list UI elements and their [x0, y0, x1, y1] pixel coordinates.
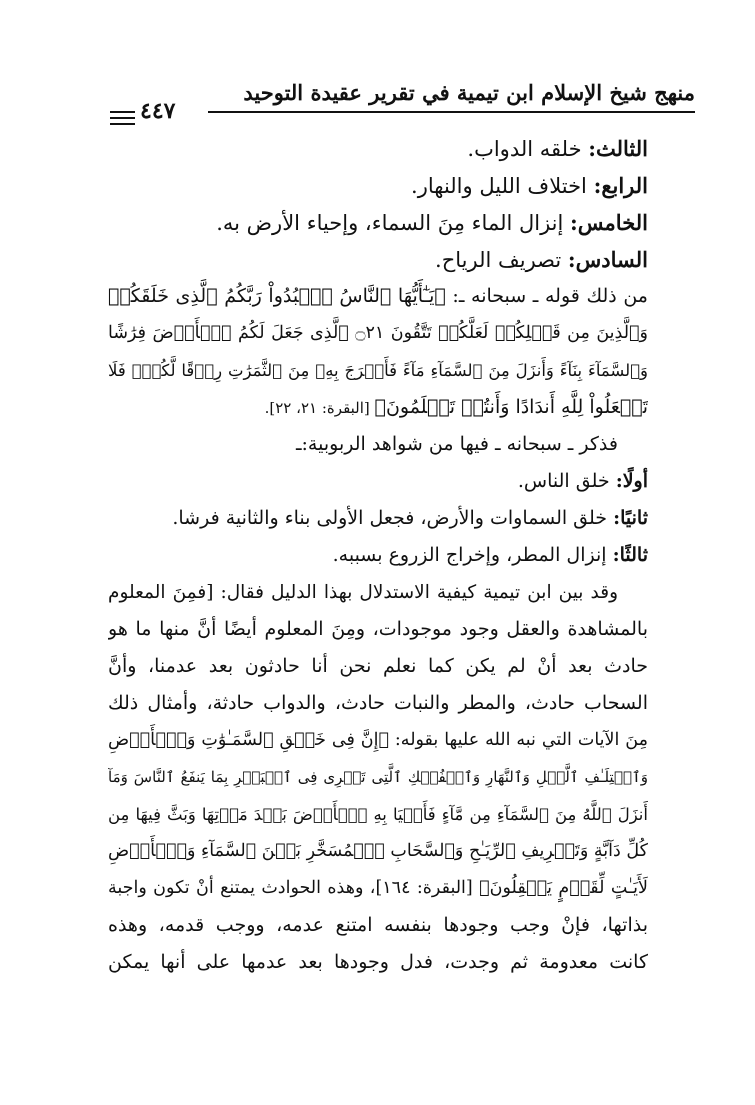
item-text: خلقه الدواب. — [467, 137, 589, 161]
paragraph-line: حادث بعد أنْ لم يكن كما نعلم نحن أنا حادثون بعد عدمنا، وأنَّ — [108, 655, 648, 677]
verse-line: من ذلك قوله ـ سبحانه ـ: ﴿يَـٰٓأَيُّهَا ٱلنَّاسُ ٱعۡبُدُواْ رَبَّكُمُ ٱلَّذِى خَلَقَكُمۡ — [108, 285, 648, 307]
verse-reference: [البقرة: ٢١، ٢٢]. — [264, 399, 375, 417]
list-item — [108, 500, 648, 537]
item-text: تصريف الرياح. — [435, 248, 568, 272]
paragraph-line: فذكر ـ سبحانه ـ فيها من شواهد الربوبية:ـ — [295, 433, 618, 455]
list-item — [108, 130, 648, 167]
list-item — [108, 537, 648, 574]
item-label: ثالثًا: — [612, 544, 648, 566]
list-item — [108, 241, 648, 278]
list-item — [108, 204, 648, 241]
page-number: ٤٤٧ — [140, 98, 176, 124]
page-body — [108, 130, 648, 981]
item-label: أولًا: — [615, 470, 648, 492]
item-label: الخامس: — [570, 210, 648, 235]
paragraph-line: مِنَ الآيات التي نبه الله عليها بقوله: ﴿إِنَّ فِى خَلۡقِ ٱلسَّمَـٰوَٰتِ وَٱلۡأَرۡضِ — [108, 730, 648, 750]
running-title: منهج شيخ الإسلام ابن تيمية في تقرير عقيدة التوحيد — [243, 80, 695, 105]
item-text: إنزال الماء مِنَ السماء، وإحياء الأرض به. — [216, 211, 571, 235]
paragraph-line: أَنزَلَ ٱللَّهُ مِنَ ٱلسَّمَآءِ مِن مَّآءٍ فَأَحۡيَا بِهِ ٱلۡأَرۡضَ بَعۡدَ مَوۡتِهَا وَبَثَّ فِيهَا مِن — [108, 805, 648, 824]
item-text: اختلاف الليل والنهار. — [411, 174, 594, 198]
paragraph-line: بالمشاهدة والعقل وجود موجودات، ومِنَ المعلوم أيضًا أنَّ منها ما هو — [108, 618, 648, 640]
list-item — [108, 167, 648, 204]
item-label: الرابع: — [593, 173, 648, 198]
paragraph-line: وَٱخۡتِلَـٰفِ ٱلَّيۡلِ وَٱلنَّهَارِ وَٱلۡفُلۡكِ ٱلَّتِى تَجۡرِى فِى ٱلۡبَحۡرِ بِمَا يَنفَعُ ٱلنَّاسَ وَمَآ — [108, 768, 648, 786]
page-number-rule — [110, 117, 135, 119]
page-number-rule — [110, 123, 135, 125]
item-text: إنزال المطر، وإخراج الزروع بسببه. — [332, 544, 613, 566]
paragraph-line: كُلِّ دَآبَّةٍ وَتَصۡرِيفِ ٱلرِّيَـٰحِ وَٱلسَّحَابِ ٱلۡمُسَخَّرِ بَيۡنَ ٱلسَّمَآءِ وَٱلۡأَرۡضِ — [108, 841, 648, 861]
page-header — [110, 80, 695, 124]
paragraph-line: السحاب حادث، والمطر والنبات حادث، والدواب حادثة، وأمثال ذلك — [108, 692, 648, 714]
paragraph-line: لَأَيَـٰتٍ لِّقَوۡمٍ يَعۡقِلُونَ﴾ [البقرة: ١٦٤]، وهذه الحوادث يمتنع أنْ تكون واجبة — [108, 878, 648, 898]
list-item — [108, 463, 648, 500]
item-label: الثالث: — [588, 136, 648, 161]
verse-line: وَٱلَّذِينَ مِن قَبۡلِكُمۡ لَعَلَّكُمۡ تَتَّقُونَ ۝٢١ ٱلَّذِى جَعَلَ لَكُمُ ٱلۡأَرۡضَ فِرَٰشًا — [108, 323, 648, 343]
item-label: السادس: — [567, 247, 648, 272]
verse-line — [108, 389, 648, 426]
header-rule — [208, 111, 695, 113]
item-text: خلق السماوات والأرض، فجعل الأولى بناء والثانية فرشا. — [172, 507, 614, 529]
paragraph-line: وقد بين ابن تيمية كيفية الاستدلال بهذا الدليل فقال: [فمِنَ المعلوم — [108, 582, 618, 603]
item-text: خلق الناس. — [517, 470, 616, 492]
paragraph-line: كانت معدومة ثم وجدت، فدل وجودها بعد عدمها على أنها يمكن — [108, 951, 648, 973]
item-label: ثانيًا: — [613, 507, 648, 529]
verse-text: تَجۡعَلُواْ لِلَّهِ أَندَادًا وَأَنتُمۡ تَعۡلَمُونَ﴾ — [374, 396, 648, 418]
paragraph-line: بذاتها، فإنْ وجب وجودها بنفسه امتنع عدمه، ووجب قدمه، وهذه — [108, 914, 648, 936]
verse-line: وَٱلسَّمَآءَ بِنَآءً وَأَنزَلَ مِنَ ٱلسَّمَآءِ مَآءً فَأَخۡرَجَ بِهِۦ مِنَ ٱلثَّمَرَٰتِ رِزۡقًا لَّكُمۡۖ فَلَا — [108, 361, 648, 380]
page-number-rule — [110, 111, 135, 113]
